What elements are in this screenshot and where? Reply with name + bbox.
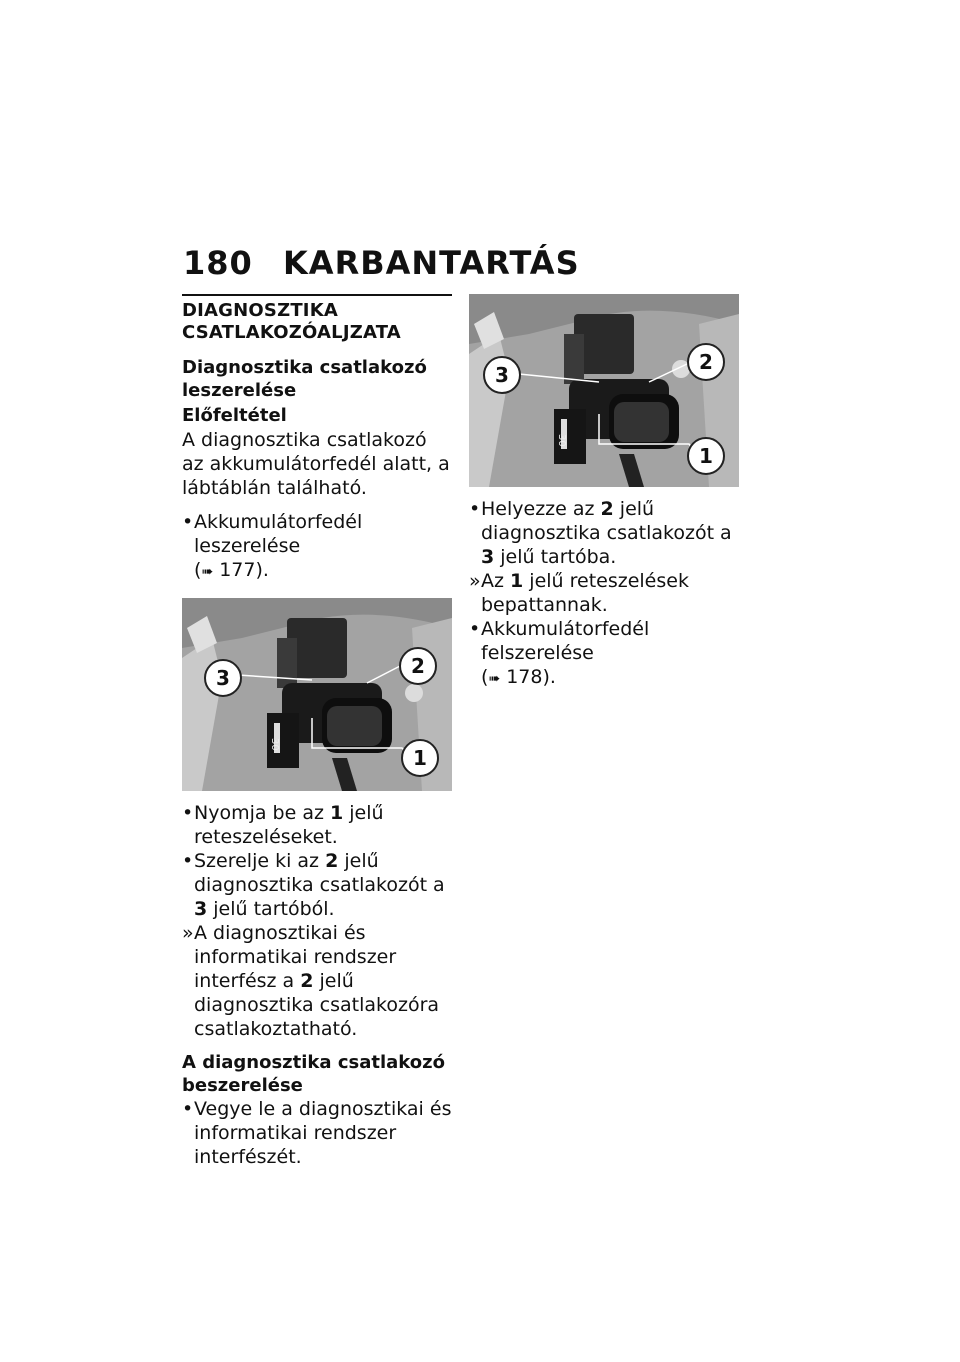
left-column — [182, 294, 452, 1169]
bullet-icon: • — [182, 850, 194, 872]
section-rule — [182, 294, 452, 296]
page-reference[interactable]: 177). — [219, 559, 269, 581]
step-battery-cover-removal: • Akkumulátorfedél leszerelése (➠ 177). — [182, 511, 363, 581]
page-reference[interactable]: 178). — [506, 666, 556, 688]
precondition-text: A diagnosztika csatlakozó az akkumulátorfedél alatt, a lábtáblán található. — [182, 429, 450, 499]
callout-ref: 3 — [481, 546, 495, 568]
bullet-icon: • — [469, 618, 481, 640]
connector-photo-1 — [182, 598, 452, 791]
subsection-installation-title: A diagnosztika csatlakozó beszerelése — [182, 1052, 445, 1096]
bullet-icon: • — [182, 802, 194, 824]
connector-photo-2 — [469, 294, 739, 487]
step-remove-connector — [182, 849, 452, 921]
step-text: A diagnosztikai és informatikai rendszer interfész a — [194, 922, 397, 992]
step-press-latches — [182, 801, 452, 849]
callout-ref: 3 — [194, 898, 208, 920]
callout-2: 2 — [399, 647, 437, 685]
step-text: jelű tartóba. — [494, 546, 617, 568]
result-latches-snap — [469, 569, 739, 617]
callout-ref: 2 — [300, 970, 314, 992]
page-reference-arrow-icon: ➠ — [488, 671, 501, 687]
bullet-icon: • — [469, 498, 481, 520]
callout-1: 1 — [401, 739, 439, 777]
step-text: jelű reteszeléseket. — [194, 802, 384, 848]
step-text: Nyomja be az — [194, 802, 330, 824]
step-insert-connector — [469, 497, 739, 569]
chapter-title: KARBANTARTÁS — [283, 244, 580, 282]
callout-ref: 1 — [510, 570, 524, 592]
step-text: jelű diagnosztika csatlakozóra csatlakoztatható. — [194, 970, 440, 1040]
step-text: jelű reteszelések bepattannak. — [481, 570, 689, 616]
result-arrow-icon: » — [469, 570, 481, 592]
callout-ref: 1 — [330, 802, 344, 824]
bullet-icon: • — [182, 511, 194, 533]
image-label: 30 — [269, 738, 280, 751]
subsection-removal-title: Diagnosztika csatlakozó leszerelése — [182, 357, 427, 401]
callout-3: 3 — [204, 659, 242, 697]
step-text: jelű diagnosztika csatlakozót a — [481, 498, 732, 544]
step-text: Szerelje ki az — [194, 850, 326, 872]
step-text: jelű diagnosztika csatlakozót a — [194, 850, 445, 896]
step-text: jelű tartóból. — [207, 898, 335, 920]
bullet-icon: • — [182, 1098, 194, 1120]
precondition-title: Előfeltétel — [182, 405, 287, 426]
right-column — [469, 294, 739, 691]
step-text: Helyezze az — [481, 498, 601, 520]
callout-ref: 2 — [600, 498, 614, 520]
page-number: 180 — [183, 244, 253, 282]
callout-3: 3 — [483, 356, 521, 394]
step-text: Akkumulátorfedél felszerelése — [481, 618, 650, 664]
page-reference-arrow-icon: ➠ — [201, 564, 214, 580]
callout-2: 2 — [687, 343, 725, 381]
section-title: DIAGNOSZTIKA CSATLAKOZÓALJZATA — [182, 300, 401, 343]
result-arrow-icon: » — [182, 922, 194, 944]
callout-1: 1 — [687, 437, 725, 475]
step-battery-cover-install: • Akkumulátorfedél felszerelése (➠ 178). — [469, 618, 650, 688]
page-header — [183, 244, 580, 282]
step-remove-interface — [182, 1097, 452, 1169]
callout-ref: 2 — [325, 850, 339, 872]
step-text: Az — [481, 570, 511, 592]
step-text: Akkumulátorfedél leszerelése — [194, 511, 363, 557]
image-label: 30 — [556, 434, 567, 447]
step-text: Vegye le a diagnosztikai és informatikai rendszer interfészét. — [194, 1098, 452, 1168]
result-interface-connectable — [182, 921, 452, 1041]
